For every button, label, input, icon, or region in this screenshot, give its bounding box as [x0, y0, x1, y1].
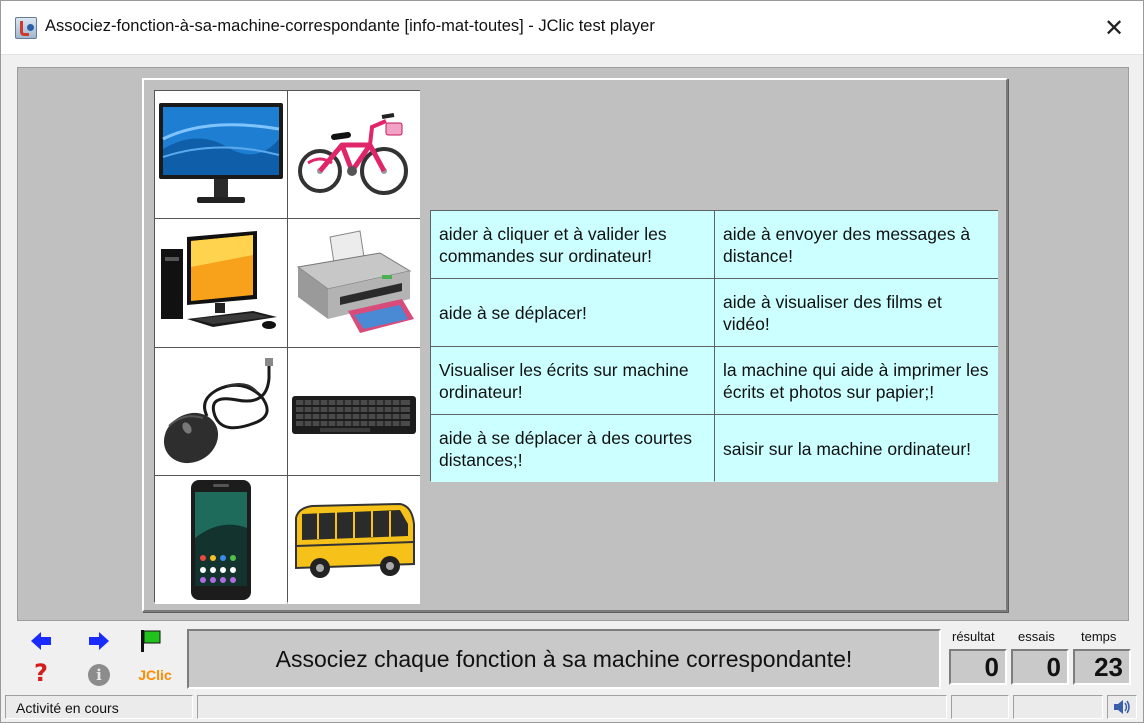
- status-text: Activité en cours: [5, 695, 193, 719]
- function-cell[interactable]: saisir sur la machine ordinateur!: [715, 415, 998, 482]
- close-window-button[interactable]: ✕: [1103, 14, 1125, 42]
- help-icon[interactable]: ?: [34, 659, 48, 687]
- function-cell[interactable]: Visualiser les écrits sur machine ordinateur!: [431, 347, 714, 414]
- status-progress: [197, 695, 947, 719]
- monitor-icon: [157, 99, 285, 211]
- function-cell[interactable]: aider à cliquer et à valider les commandes sur ordinateur!: [431, 211, 714, 278]
- image-cell-mouse[interactable]: [155, 348, 287, 475]
- image-cell-monitor[interactable]: [155, 91, 287, 218]
- function-cell[interactable]: la machine qui aide à imprimer les écrits et photos sur papier;!: [715, 347, 998, 414]
- activity-panel: [142, 78, 1008, 612]
- jclic-logo[interactable]: JClic: [138, 667, 172, 683]
- function-cell[interactable]: aide à se déplacer!: [431, 279, 714, 346]
- tries-counter: 0: [1011, 649, 1069, 685]
- image-cell-keyboard[interactable]: [288, 348, 420, 475]
- sound-button[interactable]: [1107, 695, 1137, 719]
- previous-arrow-icon[interactable]: [27, 627, 55, 655]
- function-cell[interactable]: aide à se déplacer à des courtes distances;!: [431, 415, 714, 482]
- function-text-grid: [430, 210, 998, 481]
- printer-icon: [290, 227, 418, 339]
- desktop-computer-icon: [157, 227, 285, 339]
- smartphone-icon: [157, 478, 285, 602]
- image-cell-desktop-computer[interactable]: [155, 219, 287, 347]
- java-app-icon: [15, 17, 37, 39]
- status-segment: [1013, 695, 1103, 719]
- next-arrow-icon[interactable]: [85, 627, 113, 655]
- title-bar: [1, 1, 1143, 55]
- result-label: résultat: [952, 629, 995, 644]
- bicycle-icon: [290, 99, 418, 211]
- image-cell-printer[interactable]: [288, 219, 420, 347]
- time-label: temps: [1081, 629, 1117, 644]
- time-counter: 23: [1073, 649, 1131, 685]
- info-icon[interactable]: [85, 661, 113, 689]
- info-glyph: i: [88, 664, 110, 686]
- status-segment: [951, 695, 1009, 719]
- mouse-icon: [157, 356, 285, 468]
- status-bar: [1, 693, 1143, 723]
- activity-stage: [17, 67, 1129, 621]
- keyboard-icon: [290, 356, 418, 468]
- image-cell-bicycle[interactable]: [288, 91, 420, 218]
- function-cell[interactable]: aide à envoyer des messages à distance!: [715, 211, 998, 278]
- machine-image-grid: [154, 90, 420, 602]
- restart-flag-icon[interactable]: [137, 627, 165, 655]
- control-bar: [1, 623, 1143, 689]
- tries-label: essais: [1018, 629, 1055, 644]
- image-cell-smartphone[interactable]: [155, 476, 287, 604]
- window-title: Associez-fonction-à-sa-machine-correspondante [info-mat-toutes] - JClic test player: [45, 17, 655, 35]
- activity-message: Associez chaque fonction à sa machine correspondante!: [187, 629, 941, 689]
- speaker-icon: [1112, 698, 1132, 716]
- result-counter: 0: [949, 649, 1007, 685]
- function-cell[interactable]: aide à visualiser des films et vidéo!: [715, 279, 998, 346]
- bus-icon: [290, 484, 418, 596]
- image-cell-bus[interactable]: [288, 476, 420, 604]
